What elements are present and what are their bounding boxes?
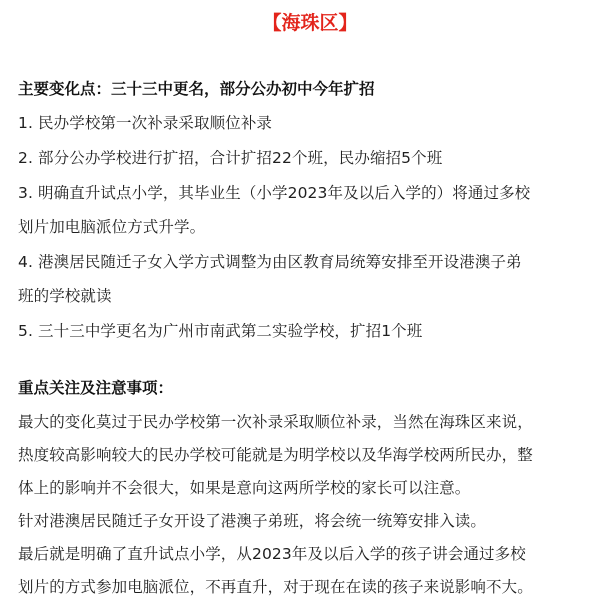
change-item-line: 班的学校就读 [18,287,112,305]
note-paragraph [18,509,602,533]
note-line: 最大的变化莫过于民办学校第一次补录采取顺位补录，当然在海珠区来说， [18,413,533,431]
changes-heading: 主要变化点：三十三中更名，部分公办初中今年扩招 [18,80,375,98]
note-paragraph [18,410,602,500]
note-line: 体上的影响并不会很大，如果是意向这两所学校的家长可以注意。 [18,479,471,497]
note-paragraph [18,542,602,599]
change-item [18,319,602,343]
change-item-line: 2. 部分公办学校进行扩招，合计扩招22个班，民办缩招5个班 [18,149,443,167]
note-line: 针对港澳居民随迁子女开设了港澳子弟班，将会统一统筹安排入读。 [18,512,487,530]
change-item-line: 划片加电脑派位方式升学。 [18,218,206,236]
change-item [18,181,602,239]
district-title: 【海珠区】 [262,12,358,34]
change-item-line: 5. 三十三中学更名为广州市南武第二实验学校，扩招1个班 [18,322,423,340]
change-item [18,146,602,170]
change-item-line: 1. 民办学校第一次补录采取顺位补录 [18,114,273,132]
note-line: 最后就是明确了直升试点小学，从2023年及以后入学的孩子讲会通过多校 [18,545,526,563]
note-line: 划片的方式参加电脑派位，不再直升，对于现在在读的孩子来说影响不大。 [18,578,533,596]
note-line: 热度较高影响较大的民办学校可能就是为明学校以及华海学校两所民办，整 [18,446,533,464]
change-item-line: 4. 港澳居民随迁子女入学方式调整为由区教育局统筹安排至开设港澳子弟 [18,253,522,271]
change-item [18,111,602,135]
change-item [18,250,602,308]
notes-heading: 重点关注及注意事项： [18,379,174,397]
change-item-line: 3. 明确直升试点小学，其毕业生（小学2023年及以后入学的）将通过多校 [18,184,531,202]
